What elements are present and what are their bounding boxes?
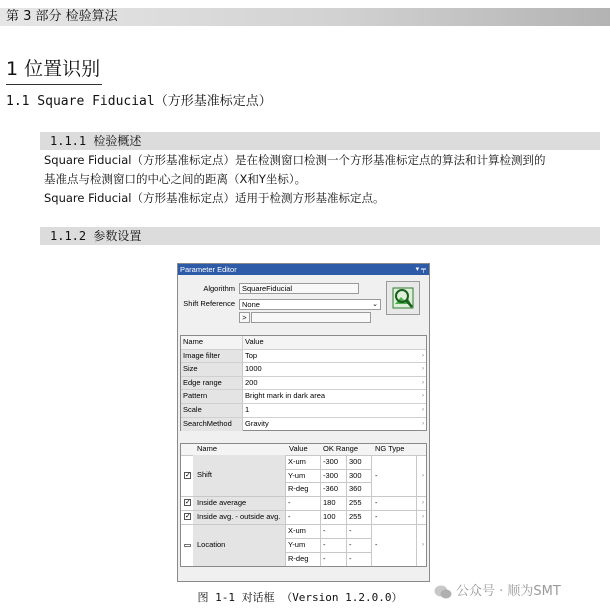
param-value[interactable]: 1000 [245,364,262,374]
figure-caption: 图 1-1 对话框 （Version 1.2.0.0） [197,591,403,604]
inspect-button[interactable] [386,281,420,315]
inside-outside-max[interactable]: 255 [349,512,362,521]
inside-outside-min[interactable]: 100 [323,512,336,521]
header-ng-type: NG Type [375,444,405,453]
chevron-right-icon: › [422,542,424,548]
location-y-min[interactable]: - [323,540,326,549]
inside-average-checkbox[interactable]: ✓ [185,499,191,506]
shift-name: Shift [197,470,213,479]
param-row[interactable] [181,350,426,364]
location-name: Location [197,540,226,549]
params-heading: 1.1.2 参数设置 [50,229,142,243]
shift-r-unit: R-deg [288,484,309,494]
param-name: Pattern [181,390,243,403]
inside-outside-checkbox[interactable]: ✓ [185,513,191,520]
section-underline [6,84,102,85]
header-value: Value [289,444,308,453]
watermark-text: 公众号 · 顺为SMT [456,584,561,599]
overview-line-2: 基准点与检测窗口的中心之间的距离（X和Y坐标）。 [44,172,307,186]
chevron-right-icon: › [422,500,424,506]
shift-reference-select[interactable] [239,299,381,310]
location-x-min[interactable]: - [323,526,326,535]
param-row[interactable] [181,390,426,404]
param-name: Size [181,363,243,376]
chevron-right-icon: › [422,420,424,427]
chevron-right-icon: › [422,366,424,373]
subsection-title: 1.1 Square Fiducial（方形基准标定点） [6,94,272,109]
inside-average-ng-type[interactable]: - [375,498,378,507]
header-value: Value [243,336,426,349]
param-row[interactable] [181,418,426,432]
dialog-title: Parameter Editor [180,265,237,274]
param-name: Edge range [181,377,243,390]
dialog-titlebar [178,264,429,275]
overview-line-1: Square Fiducial（方形基准标定点）是在检测窗口检测一个方形基准标定点的算法和计算检测到的 [44,153,546,167]
parameters-header [181,336,426,350]
shift-ng-type[interactable]: - [375,470,378,480]
param-name: Image filter [181,350,243,363]
shift-x-max[interactable]: 300 [349,457,362,466]
shift-reference-label: Shift Reference [183,299,235,308]
inside-average-min[interactable]: 180 [323,498,336,507]
parameters-grid [180,335,427,431]
shift-y-max[interactable]: 300 [349,470,362,480]
judgement-grid [180,443,427,567]
overview-line-3: Square Fiducial（方形基准标定点）适用于检测方形基准标定点。 [44,191,385,205]
expand-button[interactable]: > [239,312,250,323]
param-row[interactable] [181,377,426,391]
inside-outside-name: Inside avg. - outside avg. [197,512,281,521]
algorithm-label: Algorithm [203,284,235,293]
param-name: Scale [181,404,243,417]
param-value[interactable]: Top [245,350,258,360]
parameter-editor-dialog [177,263,430,582]
location-x-unit: X-um [288,526,306,535]
shift-r-max[interactable]: 360 [349,484,362,494]
shift-r-min[interactable]: -360 [323,484,339,494]
location-r-max[interactable]: - [349,554,352,563]
param-value[interactable]: Gravity [245,418,269,428]
magnifier-image-icon [387,282,419,314]
chevron-right-icon: › [422,514,424,520]
location-r-min[interactable]: - [323,554,326,563]
inside-outside-value: - [288,512,291,521]
shift-reference-value: None [242,300,260,309]
chevron-right-icon: › [422,407,424,413]
shift-x-min[interactable]: -300 [323,457,339,466]
location-y-max[interactable]: - [349,540,352,549]
header-ok-range: OK Range [323,444,359,453]
params-heading-bar [40,227,600,245]
header-text: 第 3 部分 检验算法 [6,9,118,24]
param-name: SearchMethod [181,418,243,432]
param-value[interactable]: 1 [245,405,250,414]
location-toggle[interactable] [184,544,191,547]
dialog-pin-icon[interactable]: ▾ ╤ [415,266,426,273]
shift-y-unit: Y-um [288,470,306,480]
inside-average-name: Inside average [197,498,247,507]
inside-average-value: - [288,498,291,507]
section-title: 1 位置识别 [6,58,101,80]
header-name: Name [181,336,243,349]
inside-outside-ng-type[interactable]: - [375,512,378,521]
overview-heading: 1.1.1 检验概述 [50,134,142,148]
algorithm-field[interactable]: SquareFiducial [239,283,359,294]
shift-reference-detail [251,312,371,323]
header-name: Name [197,444,218,453]
param-row[interactable] [181,404,426,418]
chevron-down-icon: ⌄ [372,301,378,308]
shift-x-unit: X-um [288,457,306,466]
chevron-right-icon: › [422,393,424,400]
location-r-unit: R-deg [288,554,309,563]
param-value[interactable]: Bright mark in dark area [245,391,326,401]
inside-average-max[interactable]: 255 [349,498,362,507]
location-y-unit: Y-um [288,540,306,549]
location-x-max[interactable]: - [349,526,352,535]
param-row[interactable] [181,363,426,377]
shift-y-min[interactable]: -300 [323,470,339,480]
param-value[interactable]: 200 [245,377,258,387]
overview-heading-bar [40,132,600,150]
chevron-right-icon: › [422,352,424,359]
location-ng-type[interactable]: - [375,540,378,549]
shift-checkbox[interactable]: ✓ [185,472,191,479]
chevron-right-icon: › [422,472,424,479]
wechat-icon [434,584,452,600]
chevron-right-icon: › [422,379,424,386]
